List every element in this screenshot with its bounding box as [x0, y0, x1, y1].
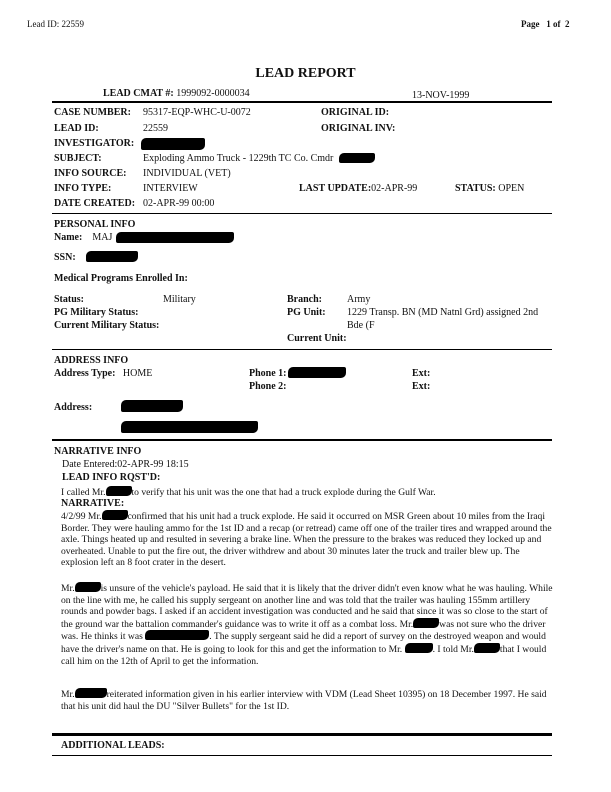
subject-label: SUBJECT:: [54, 153, 102, 164]
p4-text-a: Mr.: [61, 689, 75, 700]
redaction-p1: [106, 486, 132, 496]
date-created-label: DATE CREATED:: [54, 198, 136, 209]
personal-section-title: PERSONAL INFO: [54, 219, 136, 230]
p3-text-e: . I told Mr.: [432, 643, 474, 655]
branch-value: Army: [347, 294, 371, 305]
info-type-label: INFO TYPE:: [54, 183, 112, 194]
cmat-label: LEAD CMAT #:: [103, 88, 174, 99]
address-type-value: HOME: [122, 368, 153, 379]
p4-text-b: reiterated information given in his earlier interview with VDM (Lead Sheet 10395) on 18 December 1997. He said that his unit did haul the DU "Silver Bullets" for the 1st ID.: [61, 689, 547, 712]
cmat-line: [103, 88, 250, 99]
branch-label: Branch:: [287, 294, 322, 305]
name-prefix: MAJ: [92, 232, 113, 243]
page-of-label: of: [553, 19, 561, 29]
report-date: 13-NOV-1999: [412, 90, 470, 101]
redaction-p3-3: [145, 630, 209, 640]
info-source-value: INDIVIDUAL (VET): [143, 168, 231, 179]
page-total: 2: [565, 19, 570, 29]
narrative-paragraph-1: [61, 486, 553, 499]
medical-programs-label: Medical Programs Enrolled In:: [54, 273, 188, 284]
status-value: OPEN: [498, 183, 525, 194]
page-indicator: [521, 19, 570, 29]
redaction-p3-4: [405, 643, 433, 653]
p1-text-a: I called Mr.: [61, 487, 106, 498]
lead-id-label: LEAD ID:: [54, 123, 99, 134]
personal-status-label: Status:: [54, 294, 85, 305]
redaction-p3-2: [413, 618, 439, 628]
redaction-name: [116, 232, 234, 243]
divider-4: [52, 733, 552, 736]
p3-text-d: . The supply sergeant said he did a report of survey on the destroyed weapon and would have the driver's name on that. He is going to look for this and get the information to Mr.: [61, 631, 546, 655]
ext1-label: Ext:: [412, 368, 431, 379]
address-type-row: [54, 368, 152, 379]
redaction-subject: [339, 153, 375, 163]
page-number: 1: [546, 19, 551, 29]
cmat-value: 1999092-0000034: [176, 88, 250, 99]
subject-value: Exploding Ammo Truck - 1229th TC Co. Cmdr: [143, 153, 334, 164]
status: [455, 183, 524, 194]
phone2-label: Phone 2:: [249, 381, 287, 392]
original-id-label: ORIGINAL ID:: [321, 107, 390, 118]
case-number-value: 95317-EQP-WHC-U-0072: [143, 107, 251, 118]
address-type-label: Address Type:: [54, 368, 116, 379]
personal-status-value: Military: [163, 294, 196, 305]
redaction-address-1: [121, 400, 183, 412]
p1-text-b: to verify that his unit was the one that had a truck explode during the Gulf War.: [131, 487, 436, 498]
divider-5: [52, 755, 552, 756]
redaction-ssn: [86, 251, 138, 262]
ext2-label: Ext:: [412, 381, 431, 392]
p3-text-f: that I would call him on the 12th of April to get the information.: [61, 643, 547, 667]
additional-leads-label: ADDITIONAL LEADS:: [61, 740, 165, 751]
investigator-label: INVESTIGATOR:: [54, 138, 135, 149]
last-update: [299, 183, 417, 194]
info-source-label: INFO SOURCE:: [54, 168, 127, 179]
ssn-label: SSN:: [54, 252, 76, 263]
redaction-address-2: [121, 421, 258, 433]
info-type-value: INTERVIEW: [143, 183, 198, 194]
divider-top: [52, 101, 552, 103]
redaction-investigator: [141, 138, 205, 150]
last-update-value: 02-APR-99: [371, 183, 418, 194]
narrative-section-title: NARRATIVE INFO: [54, 446, 142, 457]
lead-id-value: 22559: [143, 123, 168, 134]
header-lead-id: Lead ID: 22559: [27, 19, 84, 29]
phone1-label: Phone 1:: [249, 368, 287, 379]
lead-info-rqstd: LEAD INFO RQST'D:: [62, 472, 161, 483]
redaction-p2: [102, 510, 128, 520]
redaction-p3-1: [75, 582, 101, 592]
narrative-label: NARRATIVE:: [61, 498, 125, 509]
pg-unit-label: PG Unit:: [287, 307, 326, 318]
status-label: STATUS:: [455, 183, 496, 194]
date-created-value: 02-APR-99 00:00: [143, 198, 215, 209]
redaction-p4: [75, 688, 107, 698]
divider-2: [52, 349, 552, 350]
current-unit-label: Current Unit:: [287, 333, 347, 344]
page-title: LEAD REPORT: [255, 66, 356, 81]
p3-text-c: was not sure who the driver was. He thinks it was: [61, 618, 546, 643]
address-label: Address:: [54, 402, 93, 413]
narrative-paragraph-4: [61, 688, 553, 712]
p2-text-b: confirmed that his unit had a truck explode. He said it occurred on MSR Green about 10 miles from the Iraqi Border. They were hauling ammo for the 1st ID and a recap (or retread) came off one of the trailer tires and wrapped around the axle. Things heated up and resulted in severing a brake line. When the pressure to the brakes was reduced they locked up and overheated. Unable to put the fire out, the driver withdrew and about 30 minutes later the truck and trailer blew up. The explosion left an 8 foot crater in the desert.: [61, 511, 552, 569]
current-military-label: Current Military Status:: [54, 320, 160, 331]
pg-unit-line-1: 1229 Transp. BN (MD Natnl Grd) assigned 2nd: [347, 307, 539, 318]
redaction-p3-5: [474, 643, 500, 653]
address-section-title: ADDRESS INFO: [54, 355, 129, 366]
date-entered: Date Entered:02-APR-99 18:15: [62, 459, 189, 470]
narrative-paragraph-2: [61, 510, 553, 569]
narrative-paragraph-3: [61, 582, 553, 667]
last-update-label: LAST UPDATE:: [299, 183, 372, 194]
p3-text-b: is unsure of the vehicle's payload. He said that it is likely that the driver didn't even know what he was hauling. While on the line with me, he called his supply sergeant on another line and was told that the trailer was hauling 155mm artillery rounds and powder bags. I asked if an accident investigation was conducted and he said that since it was so close to the start of the ground war the battalion commander's guidance was to write it off as a combat loss. Mr.: [61, 583, 553, 630]
redaction-phone1: [288, 367, 346, 378]
divider-3: [52, 439, 552, 441]
original-inv-label: ORIGINAL INV:: [321, 123, 396, 134]
name-label: Name:: [54, 232, 83, 243]
case-number-label: CASE NUMBER:: [54, 107, 131, 118]
divider-1: [52, 213, 552, 214]
p3-text-a: Mr.: [61, 583, 75, 594]
name-row: [54, 232, 112, 243]
pg-military-label: PG Military Status:: [54, 307, 139, 318]
pg-unit-line-2: Bde (F: [347, 320, 375, 331]
p2-text-a: 4/2/99 Mr.: [61, 511, 102, 522]
page-label: Page: [521, 19, 540, 29]
